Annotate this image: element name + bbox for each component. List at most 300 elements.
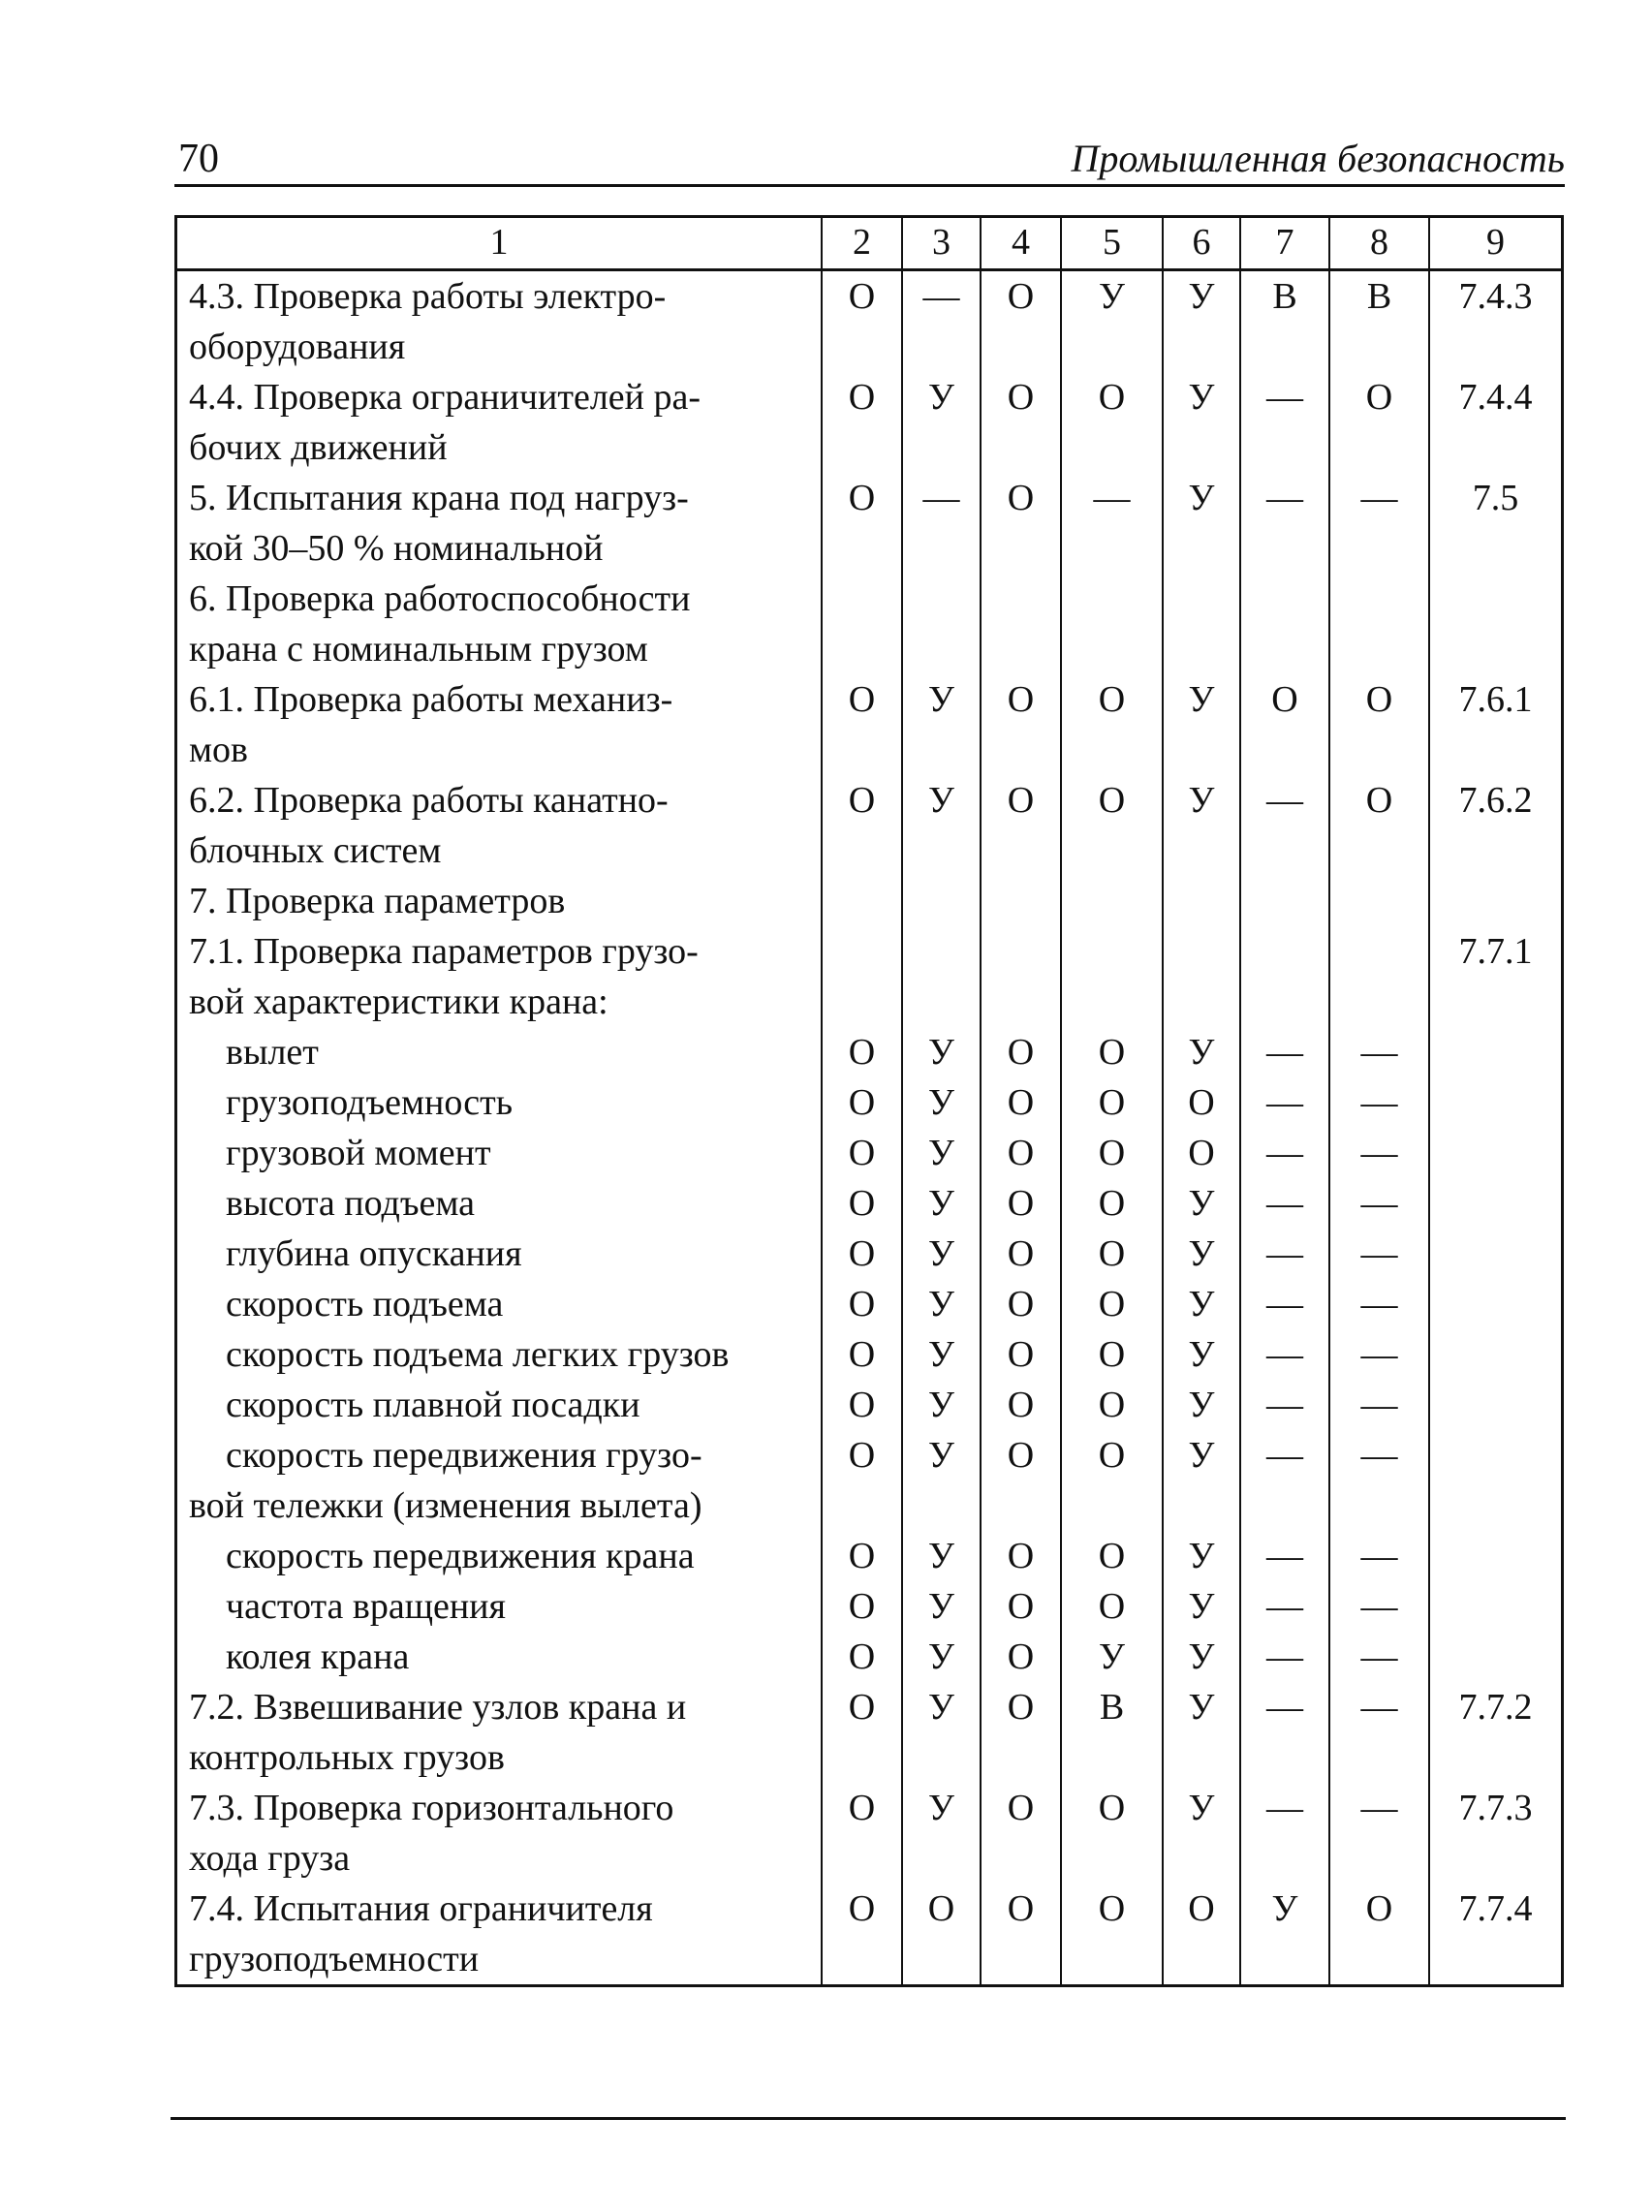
row-label: 5. Испытания крана под нагруз- — [189, 478, 689, 518]
mark-col-8: — — [1329, 1581, 1429, 1632]
row-label: 4.3. Проверка работы электро- — [189, 276, 667, 317]
mark-col-2 — [822, 422, 902, 473]
mark-col-3 — [902, 1934, 981, 1984]
mark-col-3: У — [902, 1178, 981, 1229]
mark-col-2: О — [822, 1329, 902, 1380]
mark-col-7: — — [1240, 1128, 1329, 1178]
mark-col-7: — — [1240, 1430, 1329, 1480]
mark-col-5 — [1061, 1732, 1163, 1783]
table-row — [177, 1480, 1561, 1531]
mark-col-4: О — [981, 1581, 1061, 1632]
mark-col-4 — [981, 624, 1061, 674]
table-row — [177, 1329, 1561, 1380]
row-label: высота подъема — [226, 1183, 476, 1224]
mark-col-8: О — [1329, 1884, 1429, 1934]
mark-col-5: В — [1061, 1682, 1163, 1732]
mark-col-2: О — [822, 1027, 902, 1077]
mark-col-7 — [1240, 322, 1329, 372]
mark-col-8: — — [1329, 1783, 1429, 1833]
mark-col-8: — — [1329, 1380, 1429, 1430]
mark-col-3: У — [902, 1632, 981, 1682]
table-row — [177, 322, 1561, 372]
row-label: мов — [189, 730, 248, 770]
mark-col-4 — [981, 322, 1061, 372]
mark-col-8: — — [1329, 1329, 1429, 1380]
mark-col-8: О — [1329, 372, 1429, 422]
mark-col-6: У — [1163, 775, 1240, 826]
section-ref — [1429, 1128, 1561, 1178]
mark-col-2 — [822, 1480, 902, 1531]
section-ref — [1429, 322, 1561, 372]
mark-col-4: О — [981, 1682, 1061, 1732]
section-ref — [1429, 1732, 1561, 1783]
mark-col-8 — [1329, 725, 1429, 775]
mark-col-2 — [822, 523, 902, 574]
section-ref — [1429, 1833, 1561, 1884]
mark-col-5 — [1061, 926, 1163, 977]
mark-col-8: О — [1329, 775, 1429, 826]
section-ref — [1429, 1430, 1561, 1480]
mark-col-4: О — [981, 1380, 1061, 1430]
mark-col-5 — [1061, 523, 1163, 574]
section-ref — [1429, 1380, 1561, 1430]
mark-col-7: — — [1240, 1178, 1329, 1229]
mark-col-7: — — [1240, 473, 1329, 523]
mark-col-3 — [902, 523, 981, 574]
mark-col-4 — [981, 1480, 1061, 1531]
table-row — [177, 1279, 1561, 1329]
section-ref: 7.7.2 — [1429, 1682, 1561, 1732]
mark-col-8 — [1329, 926, 1429, 977]
row-label: грузоподъемность — [226, 1082, 514, 1123]
mark-col-6 — [1163, 977, 1240, 1027]
mark-col-4: О — [981, 1229, 1061, 1279]
mark-col-3: У — [902, 674, 981, 725]
mark-col-5: О — [1061, 1884, 1163, 1934]
row-label: крана с номинальным грузом — [189, 629, 648, 670]
mark-col-4: О — [981, 1128, 1061, 1178]
section-ref: 7.7.1 — [1429, 926, 1561, 977]
mark-col-3 — [902, 725, 981, 775]
row-label: 7.2. Взвешивание узлов крана и — [189, 1687, 687, 1728]
mark-col-2: О — [822, 473, 902, 523]
mark-col-3 — [902, 1732, 981, 1783]
mark-col-6 — [1163, 422, 1240, 473]
row-label: глубина опускания — [226, 1233, 522, 1274]
column-header-6: 6 — [1163, 218, 1240, 270]
mark-col-5: О — [1061, 674, 1163, 725]
row-label: грузоподъемности — [189, 1939, 480, 1979]
table-row — [177, 372, 1561, 422]
mark-col-5: О — [1061, 1783, 1163, 1833]
mark-col-6: У — [1163, 1531, 1240, 1581]
row-label: 6.1. Проверка работы механиз- — [189, 679, 673, 720]
section-ref: 7.6.1 — [1429, 674, 1561, 725]
table-row — [177, 1581, 1561, 1632]
mark-col-6: У — [1163, 1380, 1240, 1430]
mark-col-3: У — [902, 1077, 981, 1128]
column-header-4: 4 — [981, 218, 1061, 270]
mark-col-5: О — [1061, 1430, 1163, 1480]
mark-col-5 — [1061, 1480, 1163, 1531]
table-row — [177, 1682, 1561, 1732]
mark-col-6: У — [1163, 372, 1240, 422]
inspection-table — [174, 215, 1564, 1987]
mark-col-4: О — [981, 1027, 1061, 1077]
mark-col-5: О — [1061, 1380, 1163, 1430]
row-label: контрольных грузов — [189, 1737, 505, 1778]
row-label: блочных систем — [189, 830, 442, 871]
column-header-1: 1 — [177, 218, 822, 270]
mark-col-5: О — [1061, 1329, 1163, 1380]
mark-col-2 — [822, 725, 902, 775]
row-label: вой характеристики крана: — [189, 981, 608, 1022]
mark-col-2: О — [822, 1632, 902, 1682]
mark-col-8 — [1329, 322, 1429, 372]
table-row — [177, 674, 1561, 725]
row-label: 6.2. Проверка работы канатно- — [189, 780, 669, 821]
mark-col-7 — [1240, 1934, 1329, 1984]
row-label: 7.1. Проверка параметров грузо- — [189, 931, 699, 972]
row-label: 7.3. Проверка горизонтального — [189, 1788, 674, 1828]
mark-col-2: О — [822, 1128, 902, 1178]
mark-col-6: У — [1163, 1229, 1240, 1279]
mark-col-8 — [1329, 876, 1429, 926]
mark-col-8: — — [1329, 1682, 1429, 1732]
table-row — [177, 473, 1561, 523]
mark-col-6 — [1163, 574, 1240, 624]
mark-col-7: У — [1240, 1884, 1329, 1934]
table-row — [177, 1934, 1561, 1984]
mark-col-8: — — [1329, 1128, 1429, 1178]
mark-col-7: — — [1240, 1380, 1329, 1430]
mark-col-2 — [822, 574, 902, 624]
mark-col-3 — [902, 624, 981, 674]
section-ref — [1429, 1480, 1561, 1531]
mark-col-8: — — [1329, 1077, 1429, 1128]
table-row — [177, 1632, 1561, 1682]
mark-col-2: О — [822, 1682, 902, 1732]
mark-col-7: — — [1240, 1783, 1329, 1833]
row-label: скорость плавной посадки — [226, 1385, 640, 1425]
table-row — [177, 876, 1561, 926]
row-label: скорость подъема легких грузов — [226, 1334, 730, 1375]
mark-col-3 — [902, 574, 981, 624]
section-ref — [1429, 1027, 1561, 1077]
footer-rule — [171, 2117, 1566, 2120]
mark-col-6: О — [1163, 1884, 1240, 1934]
mark-col-2 — [822, 1934, 902, 1984]
mark-col-5 — [1061, 1833, 1163, 1884]
mark-col-7 — [1240, 1480, 1329, 1531]
mark-col-4 — [981, 977, 1061, 1027]
row-label: оборудования — [189, 327, 406, 367]
table-row — [177, 574, 1561, 624]
mark-col-2: О — [822, 674, 902, 725]
mark-col-7: — — [1240, 1581, 1329, 1632]
table-row — [177, 1430, 1561, 1480]
row-label: бочих движений — [189, 427, 448, 468]
mark-col-7: — — [1240, 1229, 1329, 1279]
mark-col-8 — [1329, 1833, 1429, 1884]
table-row — [177, 725, 1561, 775]
mark-col-6 — [1163, 1732, 1240, 1783]
mark-col-4: О — [981, 1430, 1061, 1480]
mark-col-7: — — [1240, 775, 1329, 826]
mark-col-6 — [1163, 1480, 1240, 1531]
mark-col-7 — [1240, 1732, 1329, 1783]
mark-col-6 — [1163, 1833, 1240, 1884]
mark-col-5: У — [1061, 270, 1163, 323]
mark-col-4 — [981, 926, 1061, 977]
mark-col-5 — [1061, 876, 1163, 926]
mark-col-5 — [1061, 826, 1163, 876]
mark-col-5 — [1061, 322, 1163, 372]
mark-col-5: О — [1061, 775, 1163, 826]
mark-col-2 — [822, 876, 902, 926]
mark-col-4: О — [981, 674, 1061, 725]
mark-col-7 — [1240, 876, 1329, 926]
mark-col-3: У — [902, 775, 981, 826]
table-row — [177, 1027, 1561, 1077]
section-ref — [1429, 1279, 1561, 1329]
mark-col-3 — [902, 1480, 981, 1531]
mark-col-3: У — [902, 1682, 981, 1732]
mark-col-8 — [1329, 1934, 1429, 1984]
mark-col-6: У — [1163, 1430, 1240, 1480]
mark-col-5: О — [1061, 1581, 1163, 1632]
mark-col-8: — — [1329, 473, 1429, 523]
table-row — [177, 826, 1561, 876]
row-label: частота вращения — [226, 1586, 506, 1627]
mark-col-8: — — [1329, 1531, 1429, 1581]
table-row — [177, 1380, 1561, 1430]
mark-col-2 — [822, 1732, 902, 1783]
mark-col-4: О — [981, 1279, 1061, 1329]
section-ref: 7.5 — [1429, 473, 1561, 523]
column-header-2: 2 — [822, 218, 902, 270]
mark-col-8: — — [1329, 1178, 1429, 1229]
row-label: 7.4. Испытания ограничителя — [189, 1888, 653, 1929]
mark-col-8: О — [1329, 674, 1429, 725]
section-ref — [1429, 523, 1561, 574]
mark-col-4 — [981, 1934, 1061, 1984]
row-label: кой 30–50 % номинальной — [189, 528, 604, 569]
mark-col-4: О — [981, 1178, 1061, 1229]
table-row — [177, 1531, 1561, 1581]
mark-col-5 — [1061, 725, 1163, 775]
mark-col-7: — — [1240, 1531, 1329, 1581]
row-label: скорость передвижения крана — [226, 1536, 695, 1576]
mark-col-7: В — [1240, 270, 1329, 323]
mark-col-4: О — [981, 1884, 1061, 1934]
mark-col-8 — [1329, 422, 1429, 473]
mark-col-3: О — [902, 1884, 981, 1934]
mark-col-4 — [981, 725, 1061, 775]
mark-col-8: В — [1329, 270, 1429, 323]
mark-col-6: У — [1163, 1632, 1240, 1682]
mark-col-7 — [1240, 725, 1329, 775]
row-label: хода груза — [189, 1838, 351, 1879]
mark-col-8 — [1329, 624, 1429, 674]
table-row — [177, 422, 1561, 473]
mark-col-5: О — [1061, 372, 1163, 422]
mark-col-8 — [1329, 826, 1429, 876]
table-row — [177, 1783, 1561, 1833]
table-row — [177, 926, 1561, 977]
mark-col-2 — [822, 977, 902, 1027]
section-ref — [1429, 725, 1561, 775]
mark-col-5: — — [1061, 473, 1163, 523]
mark-col-7: — — [1240, 1027, 1329, 1077]
table-row — [177, 1077, 1561, 1128]
mark-col-8: — — [1329, 1027, 1429, 1077]
mark-col-3 — [902, 977, 981, 1027]
mark-col-5: О — [1061, 1279, 1163, 1329]
row-label: 4.4. Проверка ограничителей ра- — [189, 377, 701, 418]
mark-col-3 — [902, 1833, 981, 1884]
row-label: вылет — [226, 1032, 319, 1073]
mark-col-2 — [822, 826, 902, 876]
row-label: колея крана — [226, 1636, 410, 1677]
mark-col-5 — [1061, 1934, 1163, 1984]
mark-col-6: У — [1163, 1329, 1240, 1380]
mark-col-7 — [1240, 926, 1329, 977]
mark-col-8: — — [1329, 1229, 1429, 1279]
mark-col-8 — [1329, 1732, 1429, 1783]
mark-col-6: У — [1163, 674, 1240, 725]
mark-col-3 — [902, 322, 981, 372]
section-ref: 7.4.3 — [1429, 270, 1561, 323]
table-row — [177, 1732, 1561, 1783]
mark-col-2: О — [822, 1229, 902, 1279]
mark-col-2: О — [822, 775, 902, 826]
mark-col-7: О — [1240, 674, 1329, 725]
mark-col-2: О — [822, 1178, 902, 1229]
mark-col-5 — [1061, 977, 1163, 1027]
mark-col-3: У — [902, 1027, 981, 1077]
mark-col-4: О — [981, 1783, 1061, 1833]
mark-col-5 — [1061, 624, 1163, 674]
mark-col-3 — [902, 826, 981, 876]
mark-col-3: У — [902, 1380, 981, 1430]
mark-col-5 — [1061, 422, 1163, 473]
mark-col-3 — [902, 876, 981, 926]
mark-col-4 — [981, 826, 1061, 876]
section-ref — [1429, 574, 1561, 624]
mark-col-7 — [1240, 977, 1329, 1027]
column-header-7: 7 — [1240, 218, 1329, 270]
inspection-table-grid — [177, 218, 1561, 1984]
section-ref — [1429, 1581, 1561, 1632]
section-ref: 7.7.4 — [1429, 1884, 1561, 1934]
mark-col-4: О — [981, 1077, 1061, 1128]
mark-col-7 — [1240, 574, 1329, 624]
mark-col-6: О — [1163, 1128, 1240, 1178]
table-header-row — [177, 218, 1561, 270]
mark-col-2: О — [822, 1531, 902, 1581]
mark-col-6 — [1163, 725, 1240, 775]
mark-col-4: О — [981, 372, 1061, 422]
mark-col-3: У — [902, 1279, 981, 1329]
mark-col-6 — [1163, 876, 1240, 926]
row-label: вой тележки (изменения вылета) — [189, 1485, 702, 1526]
mark-col-6: У — [1163, 270, 1240, 323]
row-label: 6. Проверка работоспособности — [189, 578, 691, 619]
mark-col-7: — — [1240, 1682, 1329, 1732]
mark-col-6: У — [1163, 473, 1240, 523]
mark-col-7 — [1240, 1833, 1329, 1884]
mark-col-4: О — [981, 1531, 1061, 1581]
mark-col-4: О — [981, 775, 1061, 826]
section-ref — [1429, 1934, 1561, 1984]
mark-col-4 — [981, 574, 1061, 624]
mark-col-6 — [1163, 624, 1240, 674]
mark-col-7: — — [1240, 1632, 1329, 1682]
mark-col-6 — [1163, 826, 1240, 876]
mark-col-7 — [1240, 523, 1329, 574]
mark-col-5: О — [1061, 1027, 1163, 1077]
table-row — [177, 1229, 1561, 1279]
mark-col-2: О — [822, 1380, 902, 1430]
mark-col-7: — — [1240, 372, 1329, 422]
mark-col-2: О — [822, 270, 902, 323]
mark-col-6 — [1163, 322, 1240, 372]
mark-col-2: О — [822, 1077, 902, 1128]
page-header — [174, 136, 1565, 187]
mark-col-6: У — [1163, 1581, 1240, 1632]
section-ref — [1429, 876, 1561, 926]
mark-col-3: — — [902, 270, 981, 323]
running-title: Промышленная безопасность — [1071, 137, 1565, 180]
mark-col-5: О — [1061, 1229, 1163, 1279]
mark-col-5: О — [1061, 1128, 1163, 1178]
section-ref: 7.7.3 — [1429, 1783, 1561, 1833]
mark-col-4: О — [981, 473, 1061, 523]
mark-col-2 — [822, 926, 902, 977]
mark-col-8 — [1329, 977, 1429, 1027]
mark-col-6: У — [1163, 1279, 1240, 1329]
mark-col-4 — [981, 422, 1061, 473]
page-number: 70 — [178, 137, 219, 181]
section-ref — [1429, 1329, 1561, 1380]
mark-col-5: О — [1061, 1531, 1163, 1581]
table-row — [177, 1178, 1561, 1229]
column-header-3: 3 — [902, 218, 981, 270]
column-header-8: 8 — [1329, 218, 1429, 270]
mark-col-3: У — [902, 1581, 981, 1632]
section-ref: 7.4.4 — [1429, 372, 1561, 422]
table-body — [177, 270, 1561, 1985]
mark-col-3 — [902, 926, 981, 977]
mark-col-6 — [1163, 523, 1240, 574]
mark-col-3: У — [902, 1430, 981, 1480]
mark-col-2: О — [822, 1581, 902, 1632]
mark-col-6: У — [1163, 1783, 1240, 1833]
mark-col-4 — [981, 1833, 1061, 1884]
table-row — [177, 624, 1561, 674]
mark-col-3: У — [902, 1783, 981, 1833]
mark-col-2 — [822, 624, 902, 674]
mark-col-5 — [1061, 574, 1163, 624]
mark-col-2: О — [822, 1430, 902, 1480]
mark-col-6: У — [1163, 1178, 1240, 1229]
mark-col-4: О — [981, 1329, 1061, 1380]
row-label: 7. Проверка параметров — [189, 881, 566, 921]
column-header-5: 5 — [1061, 218, 1163, 270]
mark-col-2: О — [822, 1884, 902, 1934]
row-label: грузовой момент — [226, 1133, 491, 1173]
